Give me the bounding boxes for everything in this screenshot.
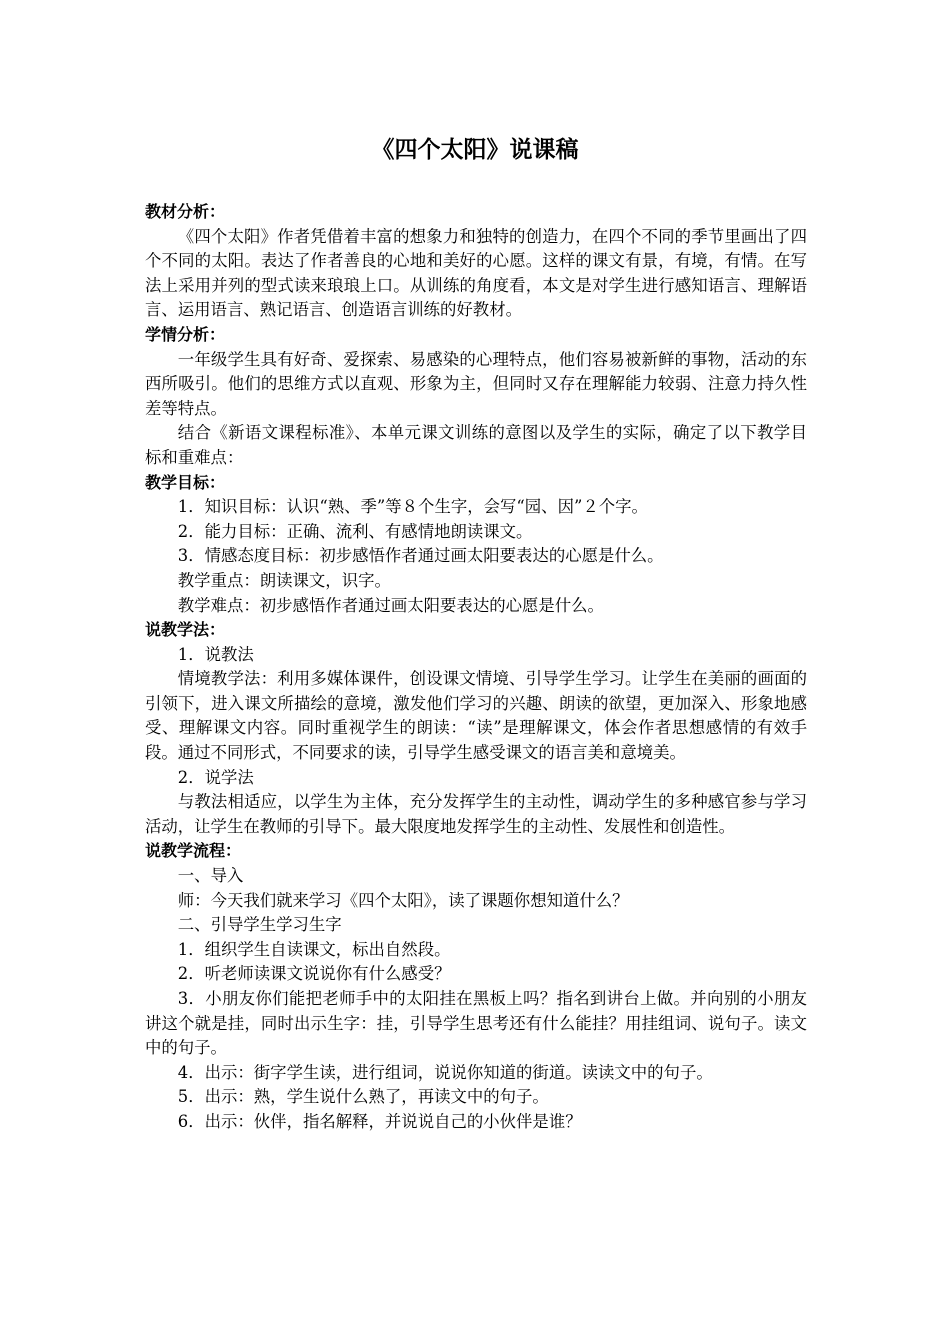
paragraph: 教学重点：朗读课文，识字。 (177, 570, 391, 590)
section-heading: 说教学流程： (145, 841, 242, 861)
paragraph: 1．知识目标：认识“熟、季”等８个生字，会写“园、因”２个字。 (177, 497, 648, 517)
paragraph: 1．组织学生自读课文，标出自然段。 (177, 939, 451, 959)
paragraph: 一年级学生具有好奇、爱探索、易感染的心理特点，他们容易被新鲜的事物，活动的东西所吸引。他们的思维方式以直观、形象为主，但同时又存在理解能力较弱、注意力持久性差等特点。 (145, 349, 807, 418)
paragraph: 6．出示：伙伴，指名解释，并说说自己的小伙伴是谁？ (177, 1111, 582, 1131)
section-heading: 说教学法： (145, 620, 226, 640)
paragraph: 2．听老师读课文说说你有什么感受？ (177, 964, 451, 984)
paragraph: 2．说学法 (177, 767, 254, 787)
paragraph: 一、导入 (177, 866, 244, 886)
paragraph: 3．小朋友你们能把老师手中的太阳挂在黑板上吗？指名到讲台上做。并向别的小朋友讲这个就是挂，同时出示生字：挂，引导学生思考还有什么能挂？用挂组词、说句子。读文中的句子。 (145, 989, 807, 1058)
document-body (145, 200, 807, 1135)
section-heading: 教学目标： (145, 472, 226, 492)
paragraph: 2．能力目标：正确、流利、有感情地朗读课文。 (177, 521, 533, 541)
paragraph: 结合《新语文课程标准》、本单元课文训练的意图以及学生的实际，确定了以下教学目标和重难点： (145, 423, 807, 467)
paragraph: 3．情感态度目标：初步感悟作者通过画太阳要表达的心愿是什么。 (177, 546, 664, 566)
section-heading: 教材分析： (145, 202, 226, 221)
paragraph: 1．说教法 (177, 644, 254, 664)
section-heading: 学情分析： (145, 324, 226, 344)
paragraph: 情境教学法：利用多媒体课件，创设课文情境、引导学生学习。让学生在美丽的画面的引领下，进入课文所描绘的意境，激发他们学习的兴趣、朗读的欲望，更加深入、形象地感受、理解课文内容。同时重视学生的朗读：“读”是理解课文，体会作者思想感情的有效手段。通过不同形式，不同要求的读，引导学生感受课文的语言美和意境美。 (145, 669, 807, 763)
paragraph: 4．出示：街字学生读，进行组词，说说你知道的街道。读读文中的句子。 (177, 1062, 713, 1082)
paragraph: 《四个太阳》作者凭借着丰富的想象力和独特的创造力，在四个不同的季节里画出了四个不同的太阳。表达了作者善良的心地和美好的心愿。这样的课文有景，有境，有情。在写法上采用并列的型式读来琅琅上口。从训练的角度看，本文是对学生进行感知语言、理解语言、运用语言、熟记语言、创造语言训练的好教材。 (145, 226, 807, 320)
paragraph: 教学难点：初步感悟作者通过画太阳要表达的心愿是什么。 (177, 595, 604, 615)
paragraph: 师：今天我们就来学习《四个太阳》，读了课题你想知道什么？ (177, 890, 629, 910)
paragraph: 与教法相适应，以学生为主体，充分发挥学生的主动性，调动学生的多种感官参与学习活动，让学生在教师的引导下。最大限度地发挥学生的主动性、发展性和创造性。 (145, 792, 807, 836)
page-title: 《四个太阳》说课稿 (371, 137, 579, 163)
paragraph: 5．出示：熟，学生说什么熟了，再读文中的句子。 (177, 1087, 549, 1107)
paragraph: 二、引导学生学习生字 (177, 915, 342, 935)
